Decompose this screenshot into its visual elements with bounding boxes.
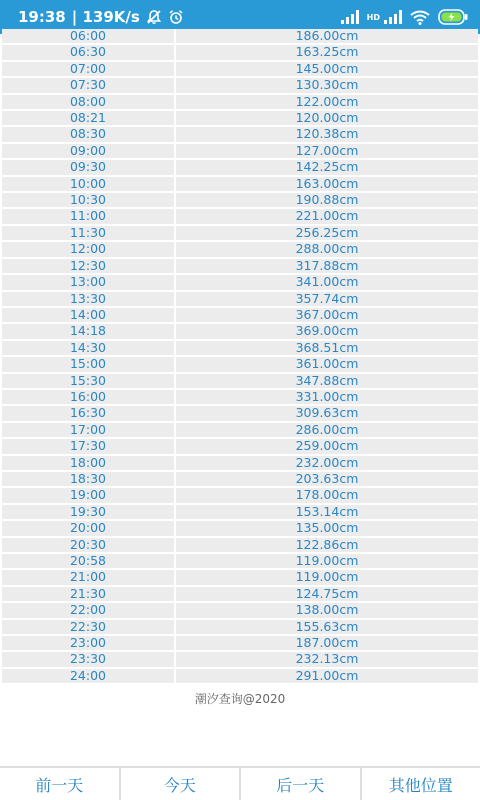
tide-time-cell: 08:30	[2, 127, 176, 141]
tide-level-cell: 232.00cm	[176, 456, 478, 470]
table-row	[2, 374, 478, 388]
tide-time-cell: 18:30	[2, 472, 176, 486]
table-row	[2, 554, 478, 568]
table-row	[2, 456, 478, 470]
tide-time-cell: 14:18	[2, 324, 176, 338]
tide-level-cell: 178.00cm	[176, 488, 478, 502]
table-row	[2, 193, 478, 207]
tide-level-cell: 142.25cm	[176, 160, 478, 174]
tide-level-cell: 187.00cm	[176, 636, 478, 650]
table-row	[2, 505, 478, 519]
tide-level-cell: 127.00cm	[176, 144, 478, 158]
tide-time-cell: 07:30	[2, 78, 176, 92]
tide-level-cell: 153.14cm	[176, 505, 478, 519]
table-row	[2, 127, 478, 141]
other-location-button[interactable]: 其他位置	[362, 768, 480, 800]
table-row	[2, 439, 478, 453]
tide-time-cell: 15:00	[2, 357, 176, 371]
tide-level-cell: 286.00cm	[176, 423, 478, 437]
table-row	[2, 275, 478, 289]
silent-mode-icon	[146, 9, 162, 25]
tide-level-cell: 186.00cm	[176, 29, 478, 43]
cellular-signal-icon	[341, 10, 359, 24]
tide-level-cell: 119.00cm	[176, 570, 478, 584]
tide-time-cell: 13:30	[2, 292, 176, 306]
today-button[interactable]: 今天	[121, 768, 242, 800]
table-row	[2, 406, 478, 420]
tide-level-cell: 221.00cm	[176, 209, 478, 223]
status-time: 19:38	[18, 8, 66, 26]
table-row	[2, 620, 478, 634]
table-row	[2, 292, 478, 306]
tide-level-cell: 309.63cm	[176, 406, 478, 420]
wifi-icon	[410, 10, 430, 25]
table-row	[2, 259, 478, 273]
tide-level-cell: 288.00cm	[176, 242, 478, 256]
tide-time-cell: 10:00	[2, 177, 176, 191]
tide-level-cell: 145.00cm	[176, 62, 478, 76]
table-row	[2, 29, 478, 43]
tide-time-cell: 15:30	[2, 374, 176, 388]
tide-time-cell: 08:21	[2, 111, 176, 125]
table-row	[2, 95, 478, 109]
tide-table-body	[2, 29, 478, 683]
tide-time-cell: 13:00	[2, 275, 176, 289]
tide-time-cell: 22:30	[2, 620, 176, 634]
table-row	[2, 62, 478, 76]
table-row	[2, 669, 478, 683]
tide-level-cell: 361.00cm	[176, 357, 478, 371]
table-row	[2, 78, 478, 92]
tide-level-cell: 130.30cm	[176, 78, 478, 92]
tide-table	[2, 27, 478, 685]
tide-time-cell: 08:00	[2, 95, 176, 109]
tide-time-cell: 17:30	[2, 439, 176, 453]
table-row	[2, 111, 478, 125]
table-row	[2, 209, 478, 223]
tide-time-cell: 22:00	[2, 603, 176, 617]
cellular-signal-hd-icon	[384, 10, 402, 24]
tide-level-cell: 135.00cm	[176, 521, 478, 535]
tide-time-cell: 12:00	[2, 242, 176, 256]
table-row	[2, 603, 478, 617]
table-row	[2, 587, 478, 601]
tide-level-cell: 155.63cm	[176, 620, 478, 634]
table-row	[2, 521, 478, 535]
tide-time-cell: 12:30	[2, 259, 176, 273]
tide-time-cell: 19:00	[2, 488, 176, 502]
previous-day-button[interactable]: 前一天	[0, 768, 121, 800]
tide-level-cell: 331.00cm	[176, 390, 478, 404]
tide-time-cell: 06:00	[2, 29, 176, 43]
tide-time-cell: 16:30	[2, 406, 176, 420]
table-row	[2, 488, 478, 502]
tide-level-cell: 256.25cm	[176, 226, 478, 240]
tide-level-cell: 120.00cm	[176, 111, 478, 125]
tide-level-cell: 347.88cm	[176, 374, 478, 388]
tide-level-cell: 120.38cm	[176, 127, 478, 141]
tide-time-cell: 09:30	[2, 160, 176, 174]
tide-time-cell: 19:30	[2, 505, 176, 519]
table-row	[2, 390, 478, 404]
tide-level-cell: 317.88cm	[176, 259, 478, 273]
tide-level-cell: 163.25cm	[176, 45, 478, 59]
tide-level-cell: 291.00cm	[176, 669, 478, 683]
table-row	[2, 636, 478, 650]
tide-time-cell: 07:00	[2, 62, 176, 76]
status-left-group	[18, 8, 184, 26]
table-row	[2, 423, 478, 437]
table-row	[2, 570, 478, 584]
tide-time-cell: 11:00	[2, 209, 176, 223]
table-row	[2, 652, 478, 666]
tide-level-cell: 259.00cm	[176, 439, 478, 453]
table-row	[2, 226, 478, 240]
tide-time-cell: 17:00	[2, 423, 176, 437]
tide-time-cell: 23:30	[2, 652, 176, 666]
table-row	[2, 472, 478, 486]
tide-level-cell: 138.00cm	[176, 603, 478, 617]
status-network-speed: | 139K/s	[71, 8, 140, 26]
tide-time-cell: 23:00	[2, 636, 176, 650]
tide-level-cell: 232.13cm	[176, 652, 478, 666]
tide-time-cell: 21:30	[2, 587, 176, 601]
tide-time-cell: 18:00	[2, 456, 176, 470]
table-row	[2, 357, 478, 371]
tide-level-cell: 341.00cm	[176, 275, 478, 289]
tide-time-cell: 06:30	[2, 45, 176, 59]
tide-time-cell: 20:30	[2, 538, 176, 552]
status-right-group	[341, 9, 468, 25]
table-row	[2, 160, 478, 174]
tide-level-cell: 203.63cm	[176, 472, 478, 486]
tide-time-cell: 09:00	[2, 144, 176, 158]
battery-charging-icon	[438, 9, 468, 25]
tide-time-cell: 14:30	[2, 341, 176, 355]
tide-level-cell: 124.75cm	[176, 587, 478, 601]
network-type-label: HD	[366, 12, 380, 22]
table-row	[2, 324, 478, 338]
next-day-button[interactable]: 后一天	[241, 768, 362, 800]
tide-level-cell: 122.86cm	[176, 538, 478, 552]
tide-time-cell: 11:30	[2, 226, 176, 240]
table-row	[2, 45, 478, 59]
tide-level-cell: 367.00cm	[176, 308, 478, 322]
tide-time-cell: 14:00	[2, 308, 176, 322]
tide-time-cell: 10:30	[2, 193, 176, 207]
bottom-nav	[0, 766, 480, 800]
tide-level-cell: 190.88cm	[176, 193, 478, 207]
tide-level-cell: 122.00cm	[176, 95, 478, 109]
tide-time-cell: 20:58	[2, 554, 176, 568]
tide-time-cell: 20:00	[2, 521, 176, 535]
tide-level-cell: 369.00cm	[176, 324, 478, 338]
tide-level-cell: 163.00cm	[176, 177, 478, 191]
tide-level-cell: 119.00cm	[176, 554, 478, 568]
table-row	[2, 308, 478, 322]
tide-time-cell: 16:00	[2, 390, 176, 404]
table-row	[2, 177, 478, 191]
footer-copyright: 潮汐查询@2020	[194, 692, 286, 706]
tide-time-cell: 21:00	[2, 570, 176, 584]
table-row	[2, 144, 478, 158]
table-row	[2, 242, 478, 256]
tide-time-cell: 24:00	[2, 669, 176, 683]
table-row	[2, 341, 478, 355]
table-row	[2, 538, 478, 552]
tide-level-cell: 368.51cm	[176, 341, 478, 355]
tide-level-cell: 357.74cm	[176, 292, 478, 306]
alarm-clock-icon	[168, 9, 184, 25]
